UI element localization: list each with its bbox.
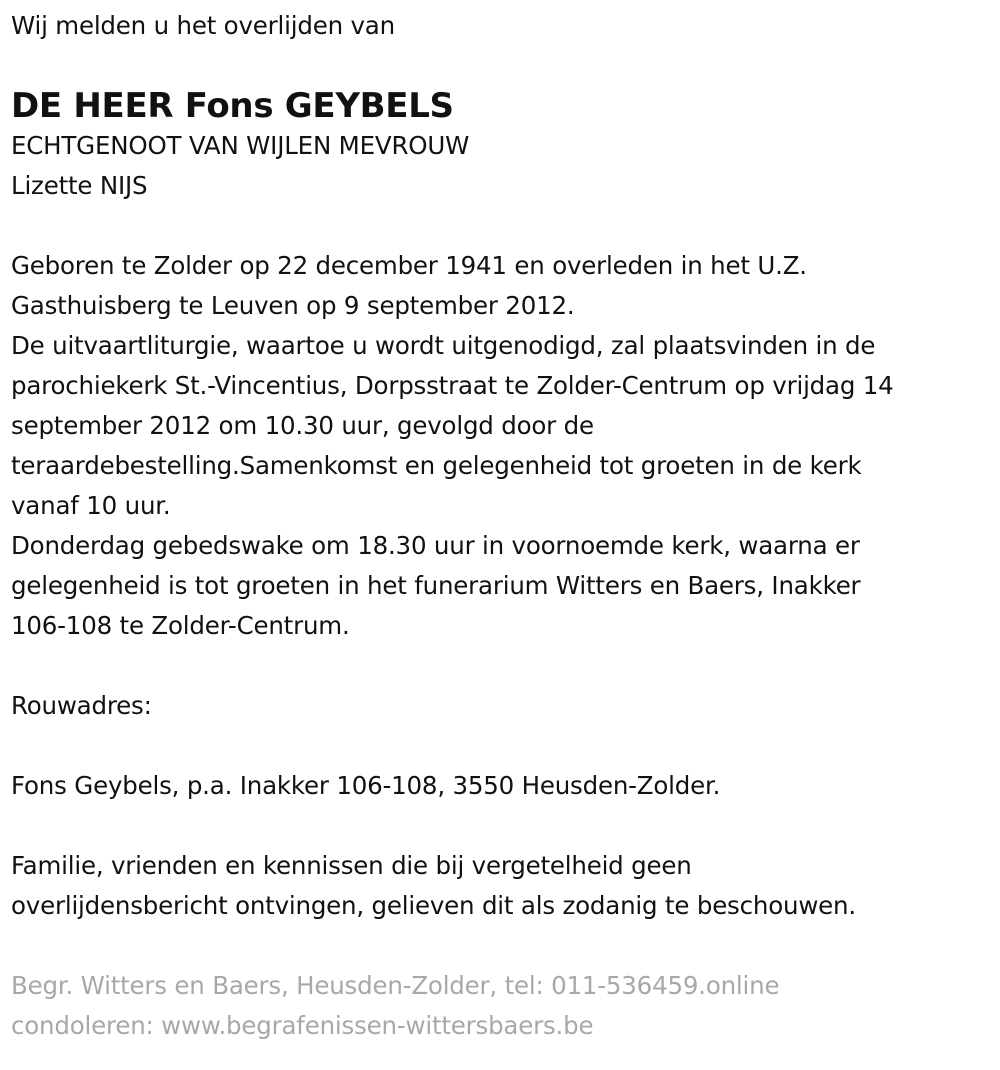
body-line: september 2012 om 10.30 uur, gevolgd door de (11, 411, 594, 440)
spacer (11, 806, 993, 846)
body-line: parochiekerk St.-Vincentius, Dorpsstraat te Zolder-Centrum op vrijdag 14 (11, 371, 894, 400)
intro-text: Wij melden u het overlijden van (11, 11, 395, 40)
notice-line: Familie, vrienden en kennissen die bij vergetelheid geen (11, 851, 692, 880)
spacer (11, 726, 993, 766)
body-line: 106-108 te Zolder-Centrum. (11, 611, 350, 640)
relation-line: ECHTGENOOT VAN WIJLEN MEVROUW (11, 131, 470, 160)
spacer (11, 646, 993, 686)
spacer (11, 206, 993, 246)
body-line: Gasthuisberg te Leuven op 9 september 2012. (11, 291, 575, 320)
notice-text (11, 846, 993, 926)
footer-line-funeral-home: Begr. Witters en Baers, Heusden-Zolder, tel: 011-536459.online (11, 971, 780, 1000)
notice-line: overlijdensbericht ontvingen, gelieven dit als zodanig te beschouwen. (11, 891, 856, 920)
body-line: Geboren te Zolder op 22 december 1941 en overleden in het U.Z. (11, 251, 807, 280)
announcement-body (11, 246, 993, 646)
footer (11, 966, 993, 1046)
spacer (11, 926, 993, 966)
body-line: vanaf 10 uur. (11, 491, 171, 520)
body-line: gelegenheid is tot groeten in het funerarium Witters en Baers, Inakker (11, 571, 861, 600)
mourning-address-label: Rouwadres: (11, 691, 152, 720)
footer-line-condolence: condoleren: www.begrafenissen-wittersbaers.be (11, 1011, 594, 1040)
spouse-name: Lizette NIJS (11, 171, 148, 200)
deceased-name: DE HEER Fons GEYBELS (11, 86, 454, 126)
body-line: teraardebestelling.Samenkomst en gelegenheid tot groeten in de kerk (11, 451, 862, 480)
obituary-notice (11, 6, 993, 1046)
body-line: De uitvaartliturgie, waartoe u wordt uitgenodigd, zal plaatsvinden in de (11, 331, 876, 360)
mourning-address: Fons Geybels, p.a. Inakker 106-108, 3550 Heusden-Zolder. (11, 771, 721, 800)
body-line: Donderdag gebedswake om 18.30 uur in voornoemde kerk, waarna er (11, 531, 860, 560)
